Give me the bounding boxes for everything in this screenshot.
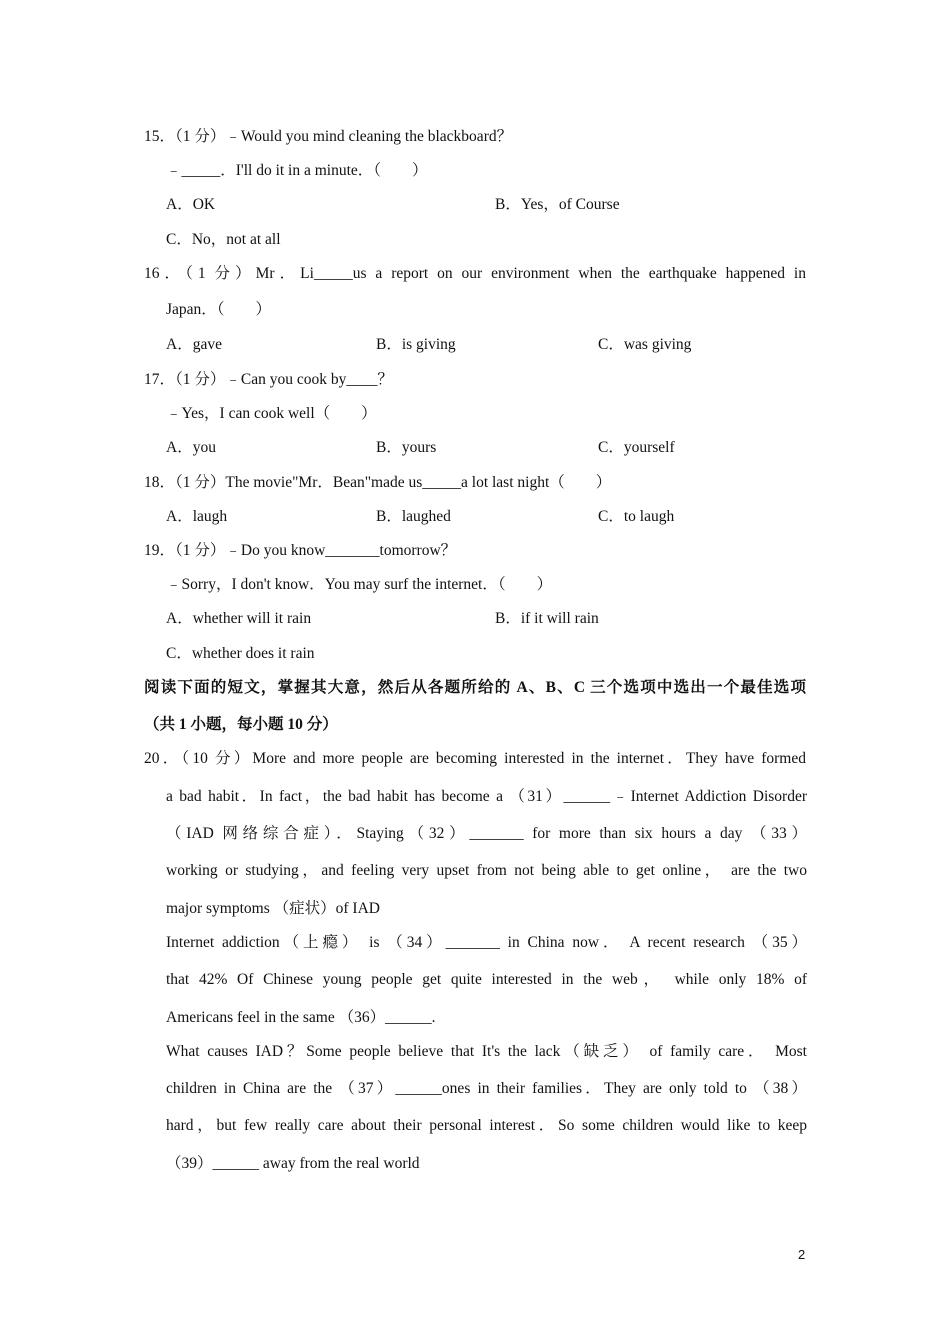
question-19-line2: ﹣Sorry，I don't know．You may surf the internet．（ ） — [166, 576, 553, 593]
question-17-stem: 17．（1 分）﹣Can you cook by____？ — [144, 371, 393, 388]
question-15-option-c: C．No，not at all — [166, 231, 281, 248]
question-15-option-a: A．OK — [166, 196, 216, 213]
passage-line-10: children in China are the （37）______ones in their families．They are only told to （38） — [166, 1080, 807, 1097]
question-16-option-a: A．gave — [166, 336, 222, 353]
section-heading-line2: （共 1 小题，每小题 10 分） — [144, 716, 338, 733]
question-16-option-b: B．is giving — [376, 336, 456, 353]
passage-line-2: a bad habit．In fact，the bad habit has become a （31）______﹣Internet Addiction Disorder — [166, 788, 807, 805]
page-number: 2 — [798, 1247, 806, 1262]
question-18-option-c: C．to laugh — [598, 508, 675, 525]
passage-line-1: 20．（10 分）More and more people are becoming interested in the internet．They have formed — [144, 750, 806, 767]
question-16-line2: Japan．（ ） — [166, 301, 272, 318]
question-15-stem: 15．（1 分）﹣Would you mind cleaning the blackboard？ — [144, 128, 513, 145]
passage-line-8: Americans feel in the same （36）______. — [166, 1009, 436, 1026]
passage-line-11: hard，but few really care about their personal interest．So some children would like to keep — [166, 1117, 807, 1134]
question-16-option-c: C．was giving — [598, 336, 692, 353]
question-18-stem: 18．（1 分）The movie"Mr．Bean"made us_____a lot last night（ ） — [144, 474, 612, 491]
passage-line-12: （39）______ away from the real world — [166, 1155, 420, 1172]
question-19-option-b: B．if it will rain — [495, 610, 599, 627]
question-19-option-c: C．whether does it rain — [166, 645, 315, 662]
question-16-stem: 16．（1 分）Mr．Li_____us a report on our environment when the earthquake happened in — [144, 265, 806, 282]
question-18-option-b: B．laughed — [376, 508, 451, 525]
passage-line-9: What causes IAD？Some people believe that It's the lack（缺乏） of family care． Most — [166, 1043, 807, 1060]
question-17-option-c: C．yourself — [598, 439, 675, 456]
question-18-option-a: A．laugh — [166, 508, 228, 525]
passage-line-5: major symptoms （症状）of IAD — [166, 900, 380, 917]
question-15-line2: ﹣_____．I'll do it in a minute．（ ） — [166, 162, 428, 179]
passage-line-3: （IAD 网络综合症）．Staying（32）_______ for more than six hours a day （33） — [166, 825, 807, 842]
question-17-option-b: B．yours — [376, 439, 437, 456]
passage-line-7: that 42% Of Chinese young people get quite interested in the web， while only 18% of — [166, 971, 807, 988]
question-17-line2: ﹣Yes，I can cook well（ ） — [166, 405, 377, 422]
question-19-option-a: A．whether will it rain — [166, 610, 312, 627]
passage-line-6: Internet addiction（上瘾） is （34）_______ in China now． A recent research （35） — [166, 934, 807, 951]
question-17-option-a: A．you — [166, 439, 216, 456]
question-19-stem: 19．（1 分）﹣Do you know_______tomorrow？ — [144, 542, 457, 559]
passage-line-4: working or studying，and feeling very upset from not being able to get online， are the two — [166, 862, 807, 879]
question-15-option-b: B．Yes，of Course — [495, 196, 620, 213]
section-heading-line1: 阅读下面的短文，掌握其大意，然后从各题所给的 A、B、C 三个选项中选出一个最佳选项 — [144, 679, 806, 696]
